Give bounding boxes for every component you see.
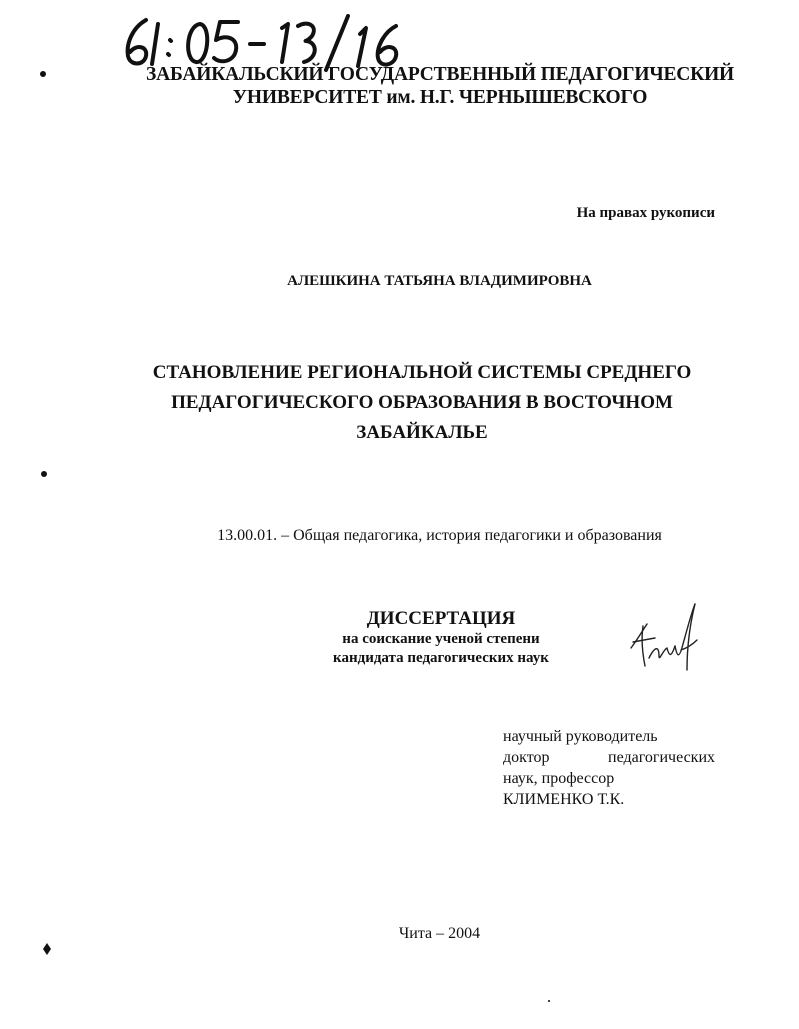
- degree-type: ДИССЕРТАЦИЯ: [366, 608, 516, 629]
- title-line-1: СТАНОВЛЕНИЕ РЕГИОНАЛЬНОЙ СИСТЕМЫ СРЕДНЕГО: [152, 362, 692, 383]
- degree-line-2: кандидата педагогических наук: [333, 650, 549, 666]
- degree-block: [240, 608, 642, 668]
- supervisor-name: КЛИМЕНКО Т.К.: [503, 791, 625, 808]
- university-name: [80, 63, 799, 109]
- dissertation-title: [100, 358, 744, 448]
- handwritten-signature: [625, 600, 705, 675]
- author-name: АЛЕШКИНА ТАТЬЯНА ВЛАДИМИРОВНА: [287, 273, 592, 289]
- supervisor-title-line: [503, 747, 715, 768]
- specialty-code: 13.00.01. – Общая педагогика, история педагогики и образования: [217, 527, 662, 544]
- title-line-3: ЗАБАЙКАЛЬЕ: [356, 422, 488, 443]
- scan-dot-top: [40, 71, 46, 77]
- degree-line-1: на соискание ученой степени: [342, 631, 540, 647]
- scan-speck: [548, 1000, 550, 1002]
- supervisor-title-word-1: доктор: [503, 749, 550, 766]
- supervisor-title-line-2: наук, профессор: [503, 770, 615, 787]
- manuscript-note: На правах рукописи: [576, 205, 715, 221]
- city-year: Чита – 2004: [398, 925, 481, 942]
- title-line-2: ПЕДАГОГИЧЕСКОГО ОБРАЗОВАНИЯ В ВОСТОЧНОМ: [171, 392, 673, 413]
- university-name-line-1: ЗАБАЙКАЛЬСКИЙ ГОСУДАРСТВЕННЫЙ ПЕДАГОГИЧЕСКИЙ: [145, 64, 735, 85]
- supervisor-role: научный руководитель: [503, 728, 658, 745]
- supervisor-title-word-2: педагогических: [608, 749, 715, 766]
- scan-dot-middle: [41, 471, 47, 477]
- university-name-line-2: УНИВЕРСИТЕТ им. Н.Г. ЧЕРНЫШЕВСКОГО: [232, 87, 648, 108]
- supervisor-block: [503, 726, 715, 810]
- scan-mark-bottom: [42, 943, 52, 955]
